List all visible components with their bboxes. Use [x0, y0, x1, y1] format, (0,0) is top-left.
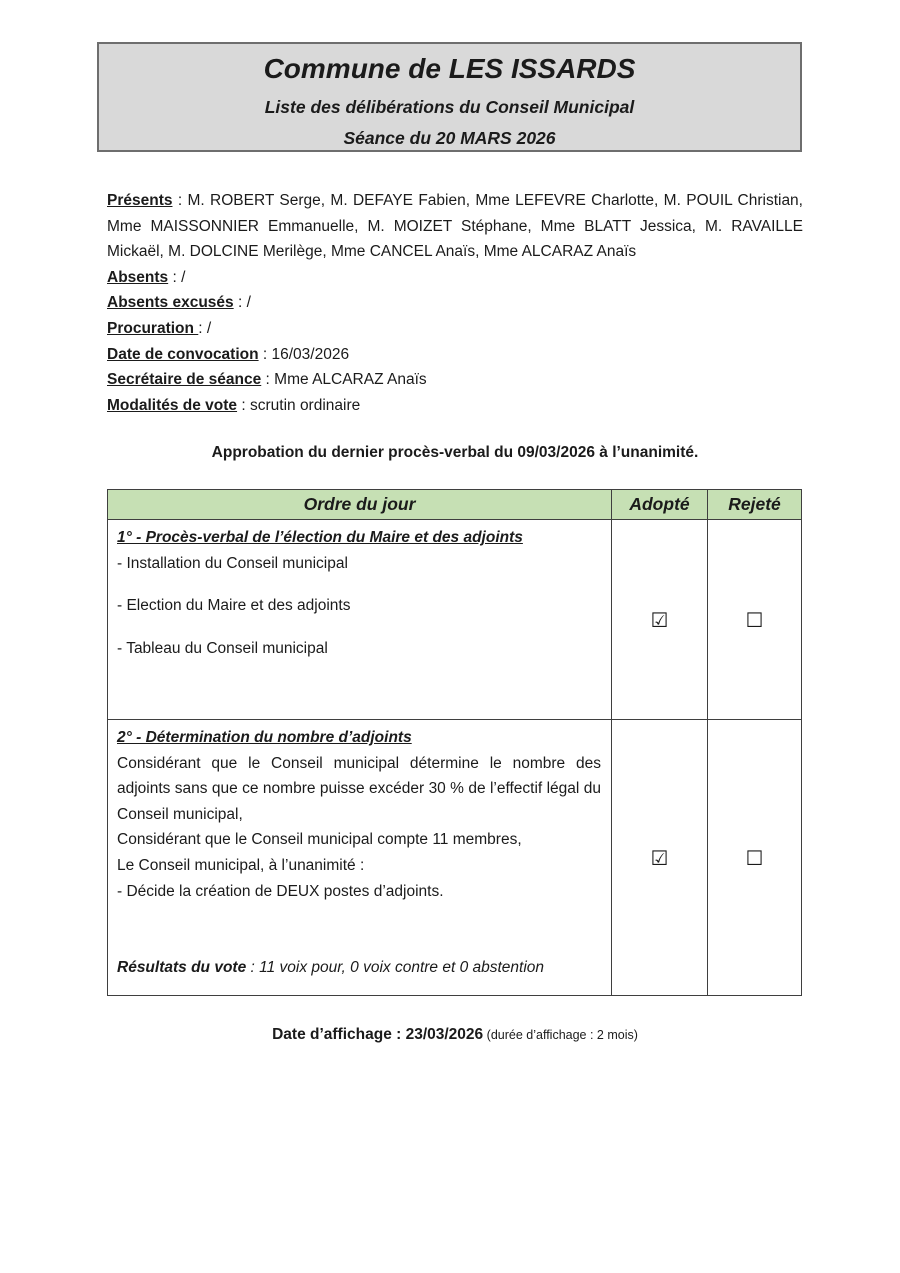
agenda-item-1-bullet-3: - Tableau du Conseil municipal: [117, 639, 328, 657]
table-header-row: [108, 490, 802, 520]
agenda-item-2-title: 2° - Détermination du nombre d’adjoints: [117, 729, 412, 746]
vote-results-value: : 11 voix pour, 0 voix contre et 0 abstention: [246, 959, 545, 977]
presents-line: [107, 188, 803, 265]
table-row: [108, 720, 802, 996]
rejected-checkbox-empty-icon: ☐: [708, 520, 802, 720]
document-subtitle: Liste des délibérations du Conseil Municipal: [264, 97, 635, 117]
display-date: Date d’affichage : 23/03/2026: [272, 1026, 484, 1043]
secretaire-line: [107, 367, 803, 393]
modalites-label: Modalités de vote: [107, 396, 238, 414]
secretaire-value: : Mme ALCARAZ Anaïs: [261, 371, 427, 389]
convocation-value: : 16/03/2026: [258, 345, 350, 363]
absents-line: [107, 265, 803, 291]
column-header-adopted: Adopté: [612, 490, 708, 520]
procuration-value: : /: [198, 319, 212, 337]
presents-value: : M. ROBERT Serge, M. DEFAYE Fabien, Mme LEFEVRE Charlotte, M. POUIL Christian, Mme MAISSONNIER Emmanuelle, M. MOIZET Stéphane, Mme BLATT Jessica, M. RAVAILLE Mickaël, M. DOLCINE Merilège, Mme CANCEL Anaïs, Mme ALCARAZ Anaïs: [107, 192, 803, 261]
agenda-item-2-line-2: Le Conseil municipal, à l’unanimité :: [117, 856, 365, 874]
display-date-line: [107, 1026, 803, 1044]
column-header-rejected: Rejeté: [708, 490, 802, 520]
vote-results-label: Résultats du vote: [117, 959, 247, 977]
absents-excuses-label: Absents excusés: [107, 294, 234, 312]
absents-excuses-value: : /: [233, 294, 251, 312]
agenda-item-2-cell: [108, 720, 612, 996]
convocation-label: Date de convocation: [107, 345, 259, 363]
agenda-item-2-paragraph: Considérant que le Conseil municipal détermine le nombre des adjoints sans que ce nombre puisse excéder 30 % de l’effectif légal du Conseil municipal,: [117, 754, 601, 823]
procuration-label: Procuration: [107, 319, 199, 337]
absents-excuses-line: [107, 290, 803, 316]
display-duration-note: (durée d’affichage : 2 mois): [486, 1028, 638, 1042]
agenda-table: [107, 489, 802, 996]
approbation-note: Approbation du dernier procès-verbal du 09/03/2026 à l’unanimité.: [211, 444, 699, 461]
agenda-item-1-bullet-1: - Installation du Conseil municipal: [117, 554, 348, 572]
adopted-checkbox-checked-icon: ☑: [612, 720, 708, 996]
session-date: Séance du 20 MARS 2026: [343, 128, 556, 148]
secretaire-label: Secrétaire de séance: [107, 371, 262, 389]
convocation-line: [107, 342, 803, 368]
modalites-line: [107, 393, 803, 419]
agenda-item-2-line-3: - Décide la création de DEUX postes d’adjoints.: [117, 882, 444, 900]
absents-value: : /: [168, 268, 186, 286]
rejected-checkbox-empty-icon: ☐: [708, 720, 802, 996]
agenda-item-1-bullet-2: - Election du Maire et des adjoints: [117, 597, 351, 615]
session-info-block: [107, 188, 803, 418]
presents-label: Présents: [107, 192, 173, 209]
table-row: [108, 520, 802, 720]
absents-label: Absents: [107, 268, 169, 286]
adopted-checkbox-checked-icon: ☑: [612, 520, 708, 720]
procuration-line: [107, 316, 803, 342]
modalites-value: : scrutin ordinaire: [237, 396, 361, 414]
commune-title: Commune de LES ISSARDS: [263, 53, 636, 84]
agenda-item-2-line-1: Considérant que le Conseil municipal compte 11 membres,: [117, 831, 522, 849]
column-header-agenda: Ordre du jour: [108, 490, 612, 520]
document-header-box: [97, 42, 802, 152]
vote-results-line: [117, 955, 601, 981]
agenda-item-1-title: 1° - Procès-verbal de l’élection du Maire et des adjoints: [117, 529, 523, 546]
agenda-item-1-cell: [108, 520, 612, 720]
